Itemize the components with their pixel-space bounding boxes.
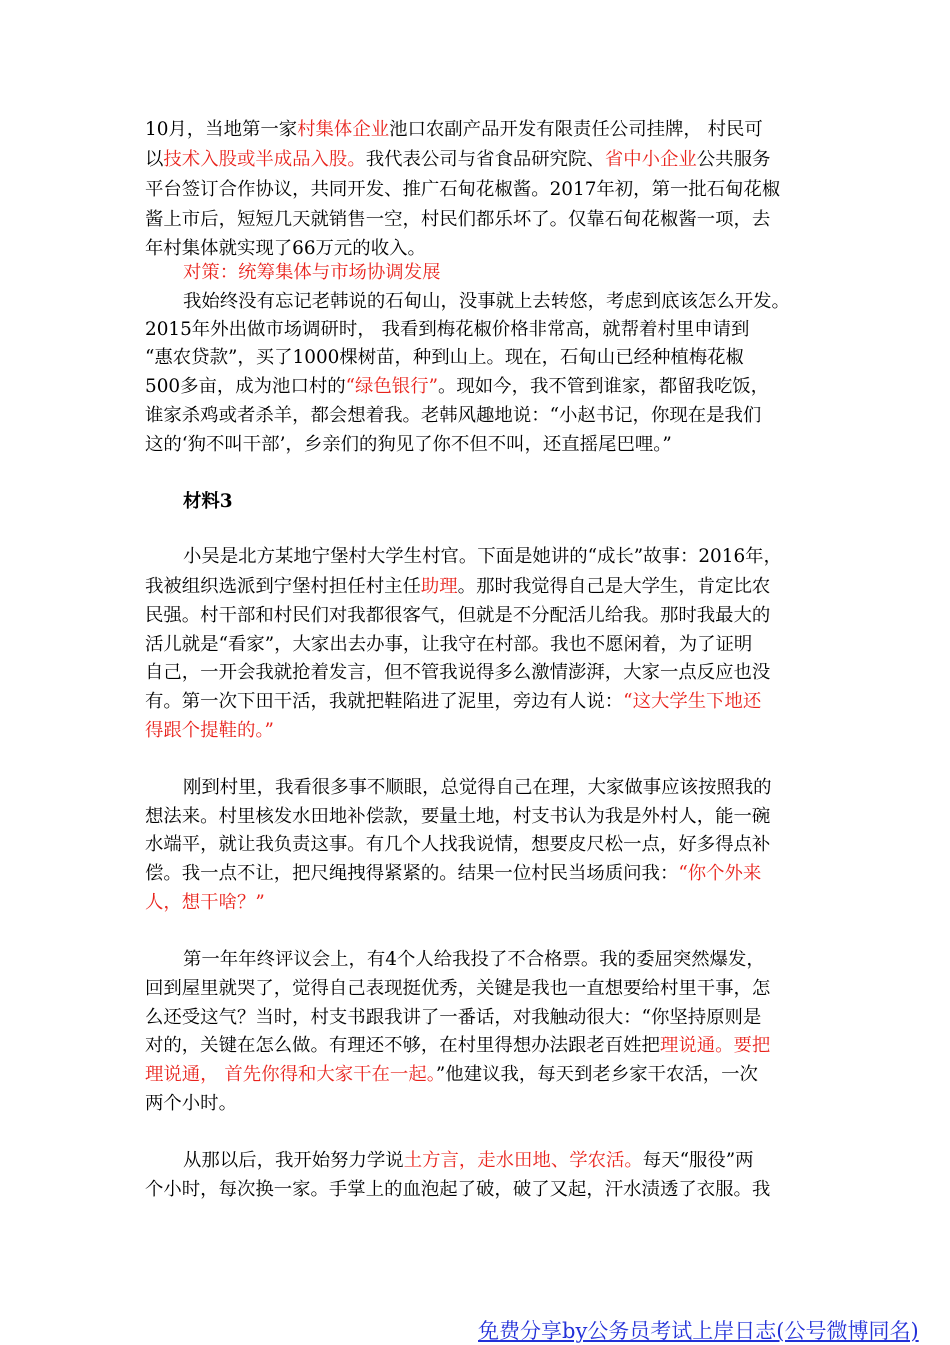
text-line: 谁家杀鸡或者杀羊，都会想着我。老韩风趣地说：“小赵书记，你现在是我们 [145,405,762,426]
text-line [145,372,805,402]
text-line: 个小时，每次换一家。手掌上的血泡起了破，破了又起，汗水渍透了衣服。我 [145,1179,771,1200]
text-line [145,115,805,145]
text-line [145,1031,805,1061]
text-span: 以 [145,149,164,170]
text-line [145,1060,805,1090]
text-line [145,145,805,175]
text-line [183,1146,805,1176]
text-span: 。那时我觉得自己是大学生，肯定比农 [457,576,771,597]
highlight-span: 村集体企业 [297,119,390,140]
text-line: 年村集体就实现了66万元的收入。 [145,238,426,259]
text-span: 从那以后，我开始努力学说 [183,1150,404,1171]
text-span: 我被组织选派到宁堡村担任村主任 [145,576,421,597]
text-span: ”他建议我，每天到老乡家干农活，一次 [435,1064,758,1085]
text-span: 。现如今，我不管到谁家，都留我吃饭， [438,376,770,397]
text-line: 民强。村干部和村民们对我都很客气，但就是不分配活儿给我。那时我最大的 [145,605,771,626]
highlight-span: 理说通， 首先你得和大家干在一起。 [145,1064,436,1085]
strategy-title: 对策：统筹集体与市场协调发展 [183,262,441,283]
highlight-span: 助理 [420,576,458,597]
text-line: 小吴是北方某地宁堡村大学生村官。下面是她讲的“成长”故事：2016年， [183,546,782,567]
text-line: 2015年外出做市场调研时， 我看到梅花椒价格非常高，就帮着村里申请到 [145,319,750,340]
text-span: 10月，当地第一家 [145,119,298,140]
highlight-span: 省中小企业 [604,149,697,170]
text-line [145,859,805,889]
material-heading: 材料3 [183,491,233,512]
text-span: 偿。我一点不让，把尺绳拽得紧紧的。结果一位村民当场质问我： [145,863,679,884]
text-line: 想法来。村里核发水田地补偿款，要量土地，村支书认为我是外村人，能一碗 [145,806,771,827]
footer-share-link[interactable]: 免费分享by公务员考试上岸日志(公号微博同名) [478,1319,919,1343]
text-line: 得跟个提鞋的。” [145,720,274,741]
text-line: “惠农贷款”，买了1000棵树苗，种到山上。现在，石甸山已经种植梅花椒 [145,347,744,368]
text-span: 公共服务 [696,149,771,170]
text-line: 水端平，就让我负责这事。有几个人找我说情，想要皮尺松一点，好多得点补 [145,834,771,855]
text-span: 对的，关键在怎么做。有理还不够，在村里得想办法跟老百姓把 [145,1035,660,1056]
highlight-span: 理说通。要把 [659,1035,771,1056]
text-line: 回到屋里就哭了，觉得自己表现挺优秀，关键是我也一直想要给村里干事，怎 [145,978,771,999]
text-span: 我代表公司与省食品研究院、 [365,149,605,170]
highlight-span: “绿色银行” [345,376,438,397]
text-line: 第一年年终评议会上，有4个人给我投了不合格票。我的委屈突然爆发， [183,949,765,970]
highlight-span: “这大学生下地还 [623,691,762,712]
text-line [145,687,805,717]
text-line [145,572,805,602]
text-line: 自己，一开会我就抢着发言，但不管我说得多么激情澎湃，大家一点反应也没 [145,662,771,683]
text-line: 两个小时。 [145,1093,237,1114]
text-span: 有。第一次下田干活，我就把鞋陷进了泥里，旁边有人说： [145,691,624,712]
text-line: 人，想干啥？” [145,892,265,913]
text-line: 平台签订合作协议，共同开发、推广石甸花椒酱。2017年初，第一批石甸花椒 [145,179,781,200]
text-line: 刚到村里，我看很多事不顺眼，总觉得自己在理，大家做事应该按照我的 [183,777,772,798]
text-span: 每天“服役”两 [642,1150,754,1171]
text-line: 么还受这气？当时，村支书跟我讲了一番话，对我触动很大：“你坚持原则是 [145,1007,762,1028]
text-line: 这的‘狗不叫干部’，乡亲们的狗见了你不但不叫，还直摇尾巴哩。” [145,434,672,455]
highlight-span: 土方言，走水田地、学农活。 [403,1150,643,1171]
highlight-span: “你个外来 [678,863,762,884]
text-line: 我始终没有忘记老韩说的石甸山，没事就上去转悠，考虑到底该怎么开发。 [183,291,790,312]
text-span: 池口农副产品开发有限责任公司挂牌， 村民可 [389,119,763,140]
text-span: 500多亩，成为池口村的 [145,376,346,397]
highlight-span: 技术入股或半成品入股。 [163,149,366,170]
text-line: 酱上市后，短短几天就销售一空，村民们都乐坏了。仅靠石甸花椒酱一项，去 [145,209,771,230]
text-line: 活儿就是“看家”，大家出去办事，让我守在村部。我也不愿闲着，为了证明 [145,634,753,655]
